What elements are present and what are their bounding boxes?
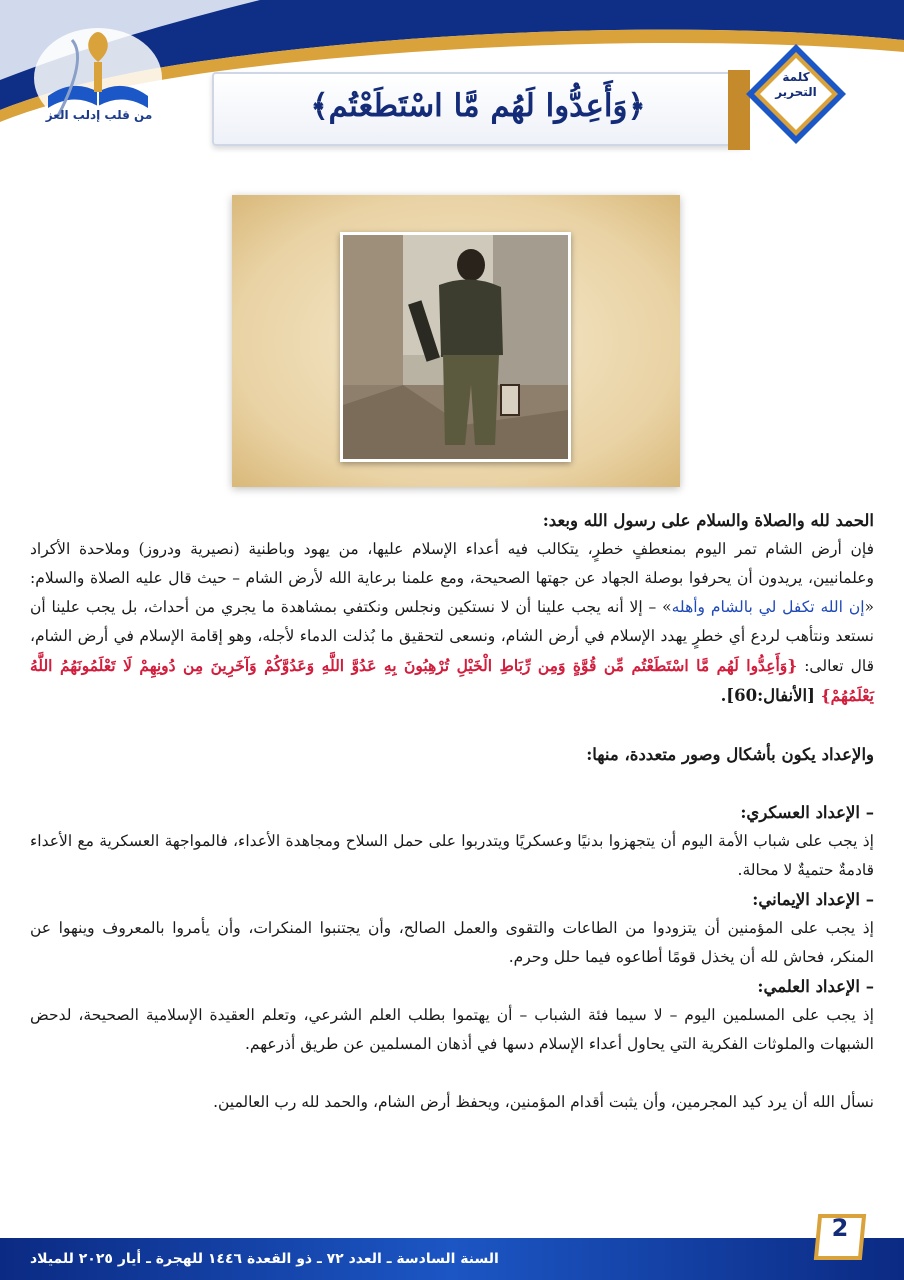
section-text-military: إذ يجب على شباب الأمة اليوم أن يتجهزوا بدنيًا وعسكريًا ويتدربوا على حمل السلاح ومجاهدة الأعداء، فالمواجهة العسكرية مع الأعداء قادمةٌ حتميةٌ لا محالة. xyxy=(30,832,874,879)
verse-reference: [الأنفال:60]. xyxy=(720,686,821,705)
section-badge-line2: التحرير xyxy=(775,85,817,99)
article-opening: الحمد لله والصلاة والسلام على رسول الله وبعد: xyxy=(542,511,874,530)
paragraph-1-text-b: » – إلا أنه يجب علينا أن لا نستكين ونجلس ونكتفي بمشاهدة ما يجري من أحداث، بل يجب علينا أن نستعد ونتأهب لردع أي خطرٍ يهدد الإسلام في أرض الشام، ونسعى لتحقيق ما بُذلت الدماء لأجله، وهو إقامة الإسلام في أرض الشام، قال تعالى: xyxy=(30,598,874,675)
article-paragraph-1 xyxy=(30,535,874,711)
article-body xyxy=(30,506,874,1117)
page-number: 2 xyxy=(831,1214,849,1242)
article-photo xyxy=(340,232,571,462)
logo-caption: من قلب إدلب العز xyxy=(45,108,153,122)
page-title: ﴿وَأَعِدُّوا لَهُم مَّا اسْتَطَعْتُم﴾ xyxy=(310,88,646,124)
footer-issue-info: السنة السادسة ـ العدد ٧٢ ـ ذو القعدة ١٤٤٦ للهجرة ـ أيار ٢٠٢٥ للميلاد xyxy=(30,1251,499,1267)
section-text-faith: إذ يجب على المؤمنين أن يتزودوا من الطاعات والتقوى والعمل الصالح، وأن يجتنبوا المنكرات، وأن يأمروا بالمعروف وينهوا عن المنكر، فحاش لله أن يخذل قومًا أطاعوه فيما حلل وحرم. xyxy=(30,919,874,966)
section-heading-military: – الإعداد العسكري: xyxy=(740,803,874,822)
section-heading-faith: – الإعداد الإيماني: xyxy=(752,890,874,909)
forms-intro: والإعداد يكون بأشكال وصور متعددة، منها: xyxy=(586,745,874,764)
title-banner xyxy=(212,72,744,146)
article-closing: نسأل الله أن يرد كيد المجرمين، وأن يثبت أقدام المؤمنين، ويحفظ أرض الشام، والحمد لله رب العالمين. xyxy=(213,1093,874,1111)
paragraph-1-text-a: فإن أرض الشام تمر اليوم بمنعطفٍ خطرٍ، يتكالب فيه أعداء الإسلام عليها، من يهود وباطنية (نصيرية ودروز) وملاحدة الأكراد وعلمانيين، يريدون أن يحرفوا بوصلة الجهاد عن جهتها الصحيحة، ومع علمنا برعاية الله لأرض الشام – حيث قال عليه الصلاة والسلام: « xyxy=(30,540,874,616)
section-badge-label xyxy=(742,70,850,100)
section-text-knowledge: إذ يجب على المسلمين اليوم – لا سيما فئة الشباب – أن يهتموا بطلب العلم الشرعي، وتعلم العقيدة الإسلامية الصحيحة، لدحض الشبهات والملوثات الفكرية التي يحاول أعداء الإسلام دسها في أذهان المسلمين عن طريق أذرعهم. xyxy=(30,1006,874,1053)
quran-verse: {وَأَعِدُّوا لَهُم مَّا اسْتَطَعْتُم مِّن قُوَّةٍ وَمِن رِّبَاطِ الْخَيْلِ تُرْهِبُونَ بِهِ عَدُوَّ اللَّهِ وَعَدُوَّكُمْ وَآخَرِينَ مِن دُونِهِمْ لَا تَعْلَمُونَهُمُ اللَّهُ يَعْلَمُهُمْ} xyxy=(30,656,874,705)
section-badge-line1: كلمة xyxy=(782,70,810,84)
section-heading-knowledge: – الإعداد العلمي: xyxy=(757,977,874,996)
hadith-quote: إن الله تكفل لي بالشام وأهله xyxy=(671,598,865,616)
